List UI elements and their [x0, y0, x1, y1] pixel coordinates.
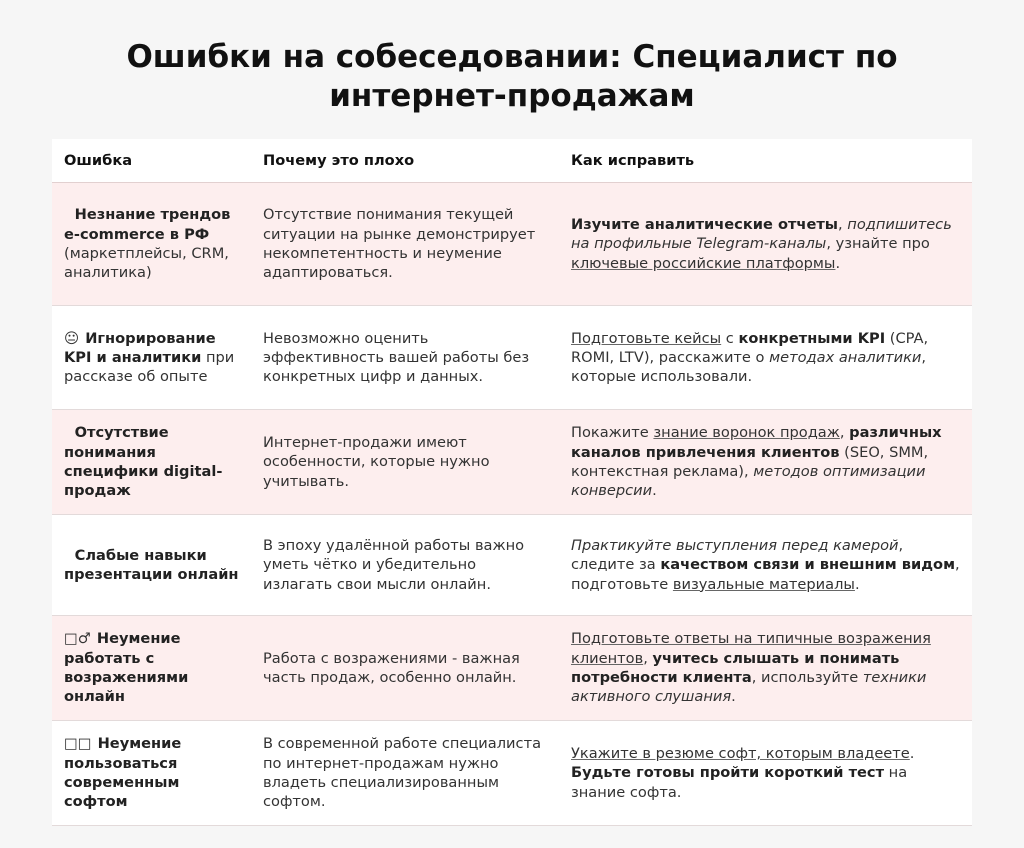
- fix-underlined-text: Укажите в резюме софт, которым владеете: [571, 745, 910, 763]
- cell-fix: [559, 616, 972, 721]
- fix-underlined-text: Подготовьте кейсы: [571, 329, 722, 347]
- cell-error: [52, 515, 251, 616]
- fix-italic-text: методов оптимизации конверсии: [571, 463, 926, 500]
- table-row: [52, 721, 972, 826]
- cell-fix: [559, 410, 972, 515]
- row-emoji-icon: □□: [64, 735, 92, 753]
- fix-underlined-text: знание воронок продаж: [653, 424, 840, 442]
- cell-why: Интернет-продажи имеют особенности, которые нужно учитывать.: [251, 410, 559, 515]
- table-row: [52, 616, 972, 721]
- fix-text: , которые использовали.: [571, 348, 927, 386]
- fix-text: .: [909, 745, 915, 763]
- fix-text: (SEO, SMM, контекстная реклама),: [571, 443, 929, 480]
- fix-text: .: [854, 575, 860, 593]
- fix-bold-text: различных каналов привлечения клиентов: [571, 424, 942, 461]
- error-name: Слабые навыки презентации онлайн: [64, 546, 239, 583]
- fix-italic-text: техники активного слушания: [571, 669, 927, 706]
- cell-fix: [559, 721, 972, 826]
- row-emoji-icon: 😐: [64, 329, 80, 347]
- error-name: Неумение работать с возражениями онлайн: [64, 630, 189, 706]
- cell-fix: [559, 306, 972, 410]
- row-icon-spacer: [64, 205, 69, 224]
- header-fix: Как исправить: [559, 139, 972, 183]
- header-why: Почему это плохо: [251, 139, 559, 183]
- error-name: Незнание трендов e-commerce в РФ: [64, 206, 231, 243]
- cell-error: [52, 183, 251, 306]
- fix-italic-text: Практикуйте выступления перед камерой: [571, 537, 899, 555]
- header-error: Ошибка: [52, 139, 251, 183]
- fix-text: на знание софта.: [571, 764, 908, 801]
- page-title-line-2: интернет-продажам: [329, 78, 695, 114]
- cell-error: [52, 306, 251, 410]
- fix-bold-text: Будьте готовы пройти короткий тест: [571, 764, 885, 782]
- error-name: Неумение пользоваться современным софтом: [64, 735, 182, 811]
- fix-bold-text: конкретными KPI: [738, 329, 886, 347]
- cell-why: Невозможно оценить эффективность вашей работы без конкретных цифр и данных.: [251, 306, 559, 410]
- fix-text: , подготовьте: [571, 556, 960, 593]
- fix-text: , используйте: [751, 669, 863, 686]
- row-icon-spacer: [64, 423, 69, 442]
- page-title-line-1: Ошибки на собеседовании: Специалист по: [126, 39, 898, 75]
- fix-text: .: [835, 254, 841, 272]
- cell-error: [52, 721, 251, 826]
- table-header-row: [52, 139, 972, 183]
- error-name: Игнорирование KPI и аналитики: [64, 329, 216, 366]
- fix-text: с: [721, 329, 739, 347]
- fix-bold-text: учитесь слышать и понимать потребности клиента: [571, 649, 900, 686]
- fix-italic-text: методах аналитики: [769, 348, 922, 366]
- fix-text: Покажите: [571, 424, 654, 442]
- cell-why: Работа с возражениями - важная часть продаж, особенно онлайн.: [251, 616, 559, 721]
- cell-why: В эпоху удалённой работы важно уметь чётко и убедительно излагать свои мысли онлайн.: [251, 515, 559, 616]
- fix-text: (CPA, ROMI, LTV), расскажите о: [571, 329, 929, 366]
- row-emoji-icon: □♂: [64, 630, 91, 648]
- mistakes-table: [52, 139, 972, 826]
- error-note: при рассказе об опыте: [64, 348, 235, 386]
- cell-fix: [559, 183, 972, 306]
- fix-text: , следите за: [571, 537, 904, 574]
- table-row: [52, 183, 972, 306]
- fix-bold-text: Изучите аналитические отчеты: [571, 216, 838, 234]
- fix-text: .: [652, 482, 657, 500]
- fix-text: ,: [838, 216, 848, 234]
- fix-text: ,: [839, 424, 850, 442]
- table-row: [52, 410, 972, 515]
- fix-underlined-text: ключевые российские платформы: [571, 254, 836, 272]
- row-icon-spacer: [64, 546, 69, 565]
- fix-bold-text: качеством связи и внешним видом: [660, 556, 956, 574]
- fix-text: .: [731, 688, 736, 706]
- cell-error: [52, 410, 251, 515]
- fix-italic-text: подпишитесь на профильные Telegram-каналы: [571, 216, 952, 253]
- cell-error: [52, 616, 251, 721]
- error-name: Отсутствие понимания специфики digital-продаж: [64, 424, 223, 500]
- fix-underlined-text: визуальные материалы: [672, 575, 855, 593]
- fix-underlined-text: Подготовьте ответы на типичные возражения клиентов: [571, 630, 931, 667]
- cell-why: В современной работе специалиста по интернет-продажам нужно владеть специализированным софтом.: [251, 721, 559, 826]
- fix-text: ,: [643, 649, 653, 667]
- cell-fix: [559, 515, 972, 616]
- table-row: [52, 515, 972, 616]
- table-row: [52, 306, 972, 410]
- fix-text: , узнайте про: [826, 235, 930, 253]
- page-title: [0, 38, 1024, 116]
- cell-why: Отсутствие понимания текущей ситуации на рынке демонстрирует некомпетентность и неумение адаптироваться.: [251, 183, 559, 306]
- error-note: (маркетплейсы, CRM, аналитика): [64, 245, 229, 282]
